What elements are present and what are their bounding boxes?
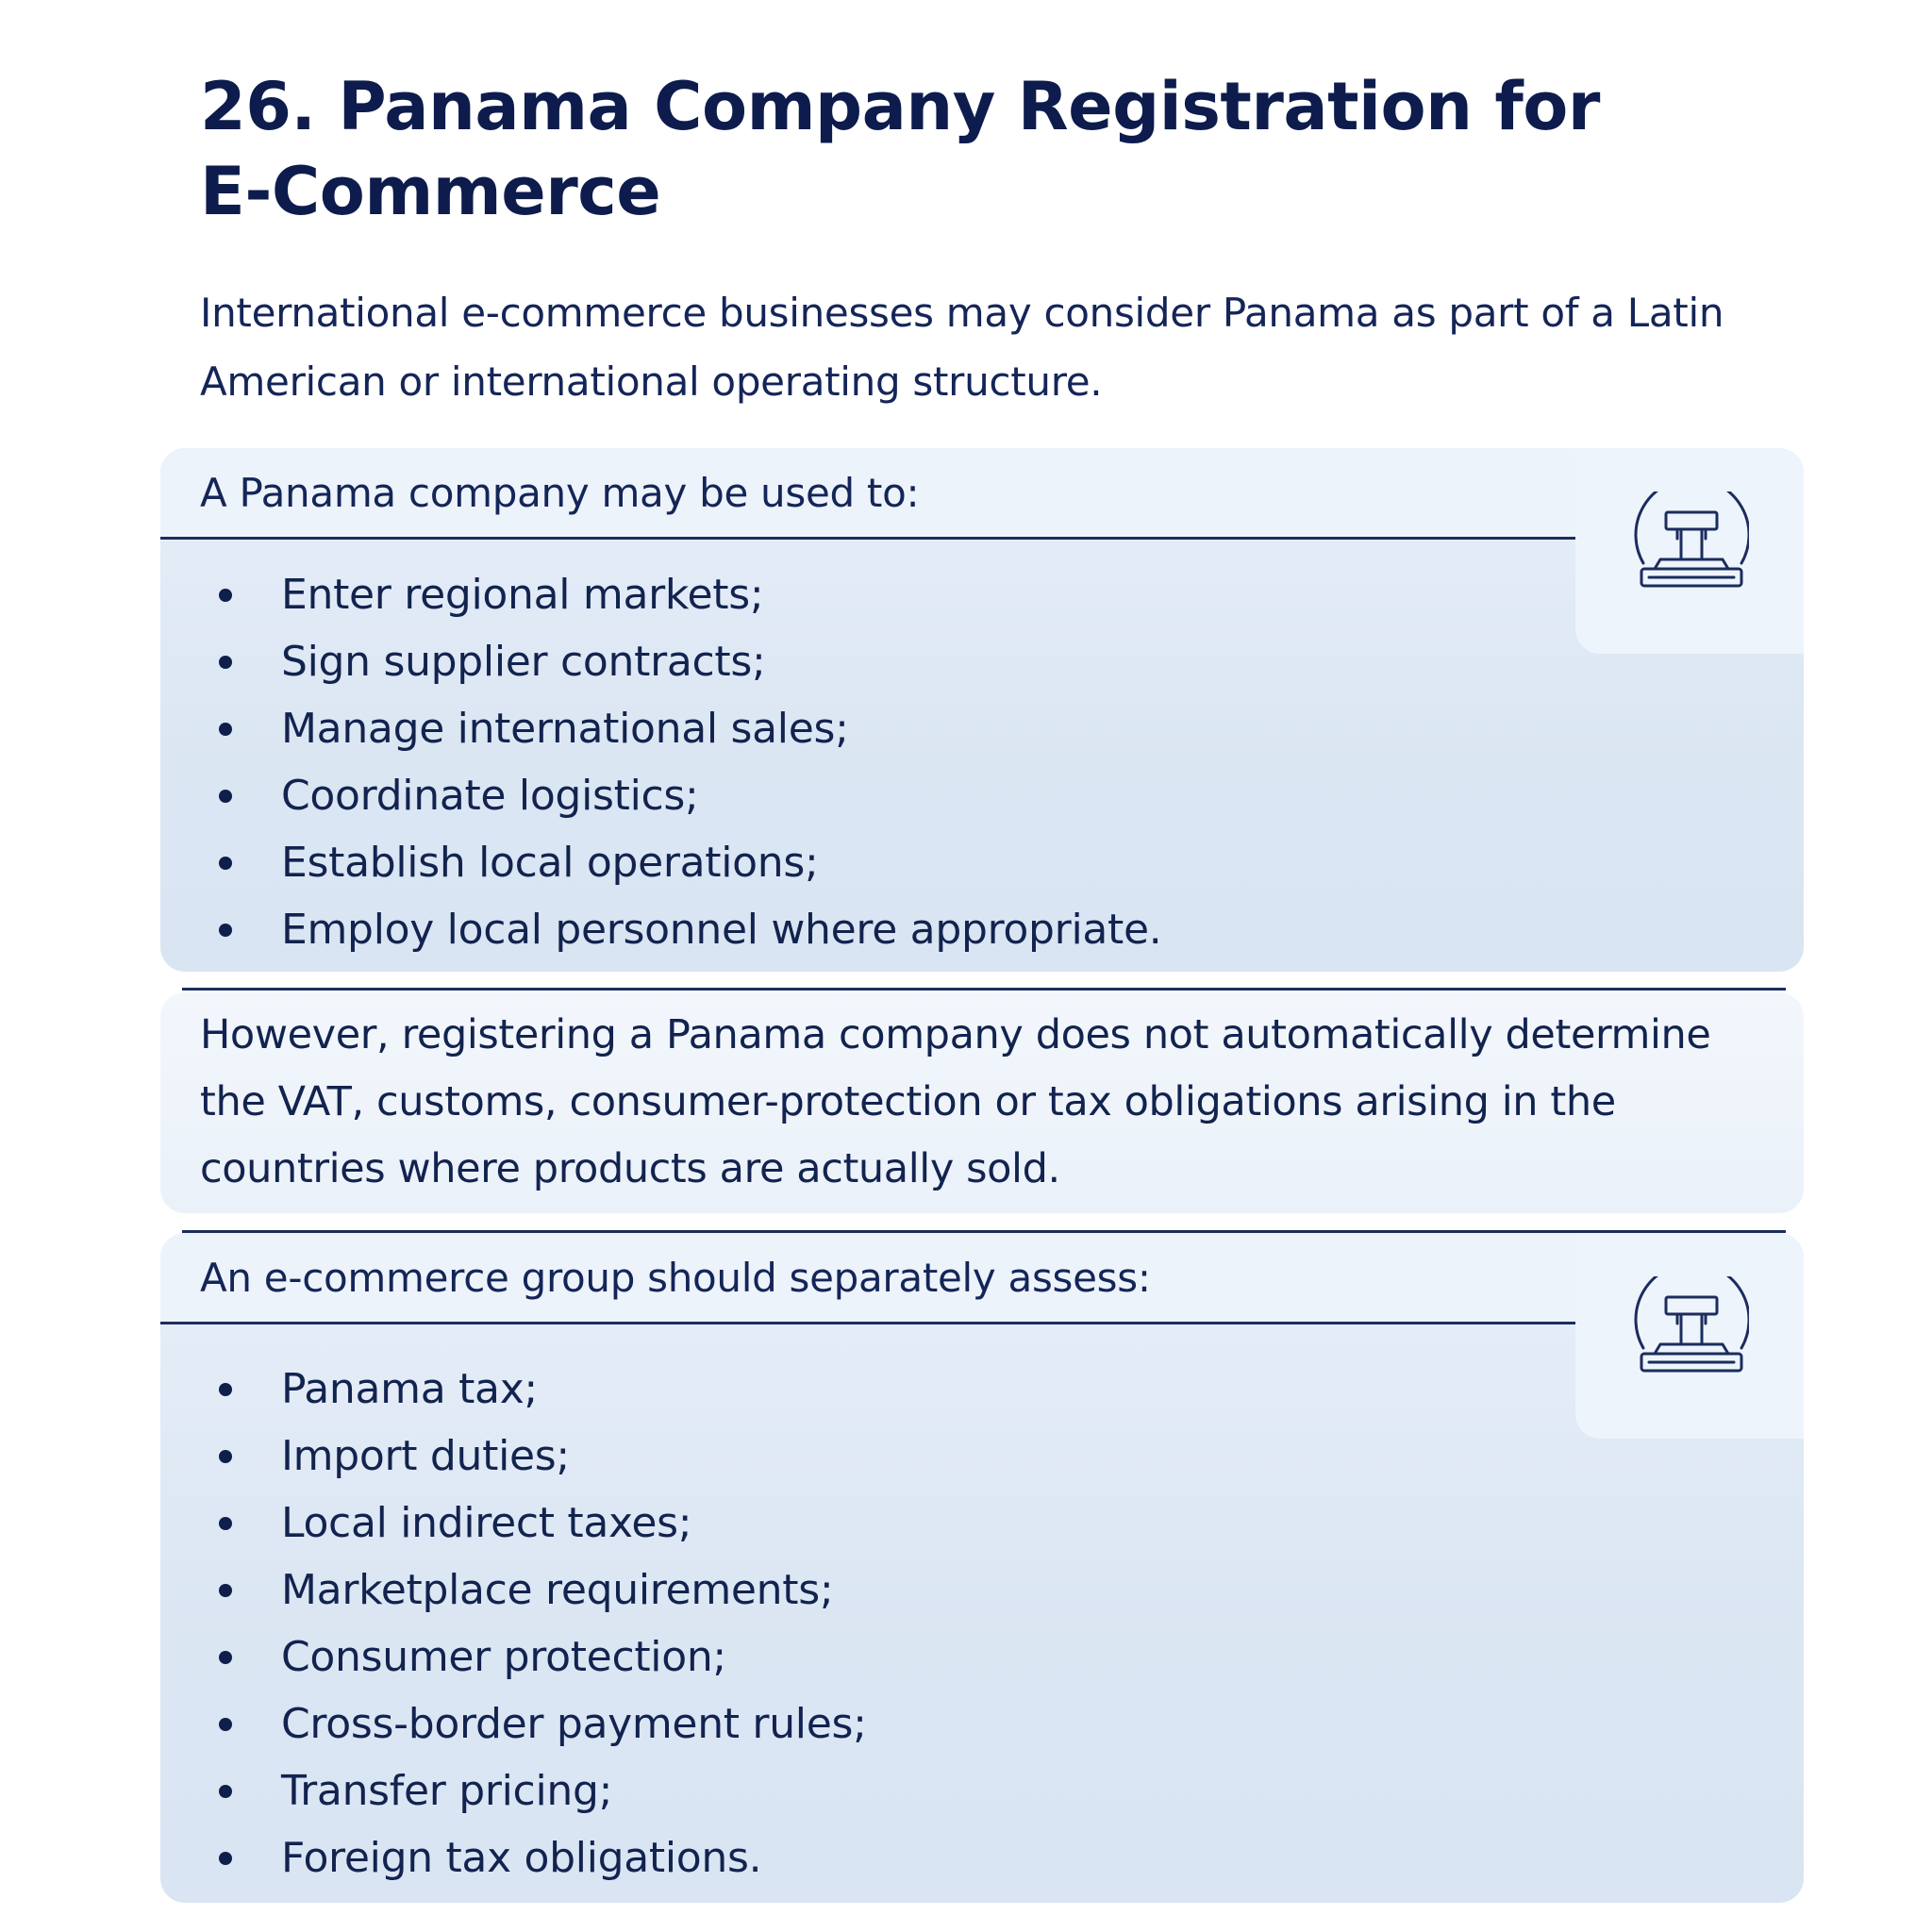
bullet-dot: [219, 857, 232, 870]
uses-card-heading: A Panama company may be used to:: [200, 470, 920, 516]
list-item-text: Local indirect taxes;: [281, 1499, 692, 1547]
bullet-dot: [219, 1383, 232, 1396]
assess-card-heading: An e-commerce group should separately assess:: [200, 1255, 1151, 1301]
uses-card: [160, 448, 1804, 972]
bullet-dot: [219, 1584, 232, 1597]
list-item-text: Sign supplier contracts;: [281, 638, 766, 686]
page-title: 26. Panama Company Registration for E-Commerce: [200, 68, 1600, 230]
list-item-text: Enter regional markets;: [281, 571, 764, 619]
bullet-dot: [219, 1718, 232, 1731]
bullet-dot: [219, 1450, 232, 1463]
assess-card-header-rule: [160, 1322, 1575, 1324]
assess-card: [160, 1233, 1804, 1903]
bullet-dot: [219, 589, 232, 602]
assess-card-icon-box: [1575, 1233, 1804, 1439]
list-item-text: Panama tax;: [281, 1365, 538, 1413]
list-item-text: Cross-border payment rules;: [281, 1700, 867, 1748]
stamp-icon: [1632, 1276, 1749, 1393]
list-item-text: Transfer pricing;: [281, 1767, 613, 1815]
bullet-dot: [219, 723, 232, 736]
bullet-dot: [219, 1517, 232, 1530]
list-item-text: Import duties;: [281, 1432, 570, 1480]
note-text: However, registering a Panama company does not automatically determine the VAT, customs, consumer-protection or tax obligations arising in the countries where products are actually sold.: [200, 1011, 1711, 1192]
bullet-dot: [219, 1651, 232, 1664]
intro-paragraph: International e-commerce businesses may consider Panama as part of a Latin American or international operating structure.: [200, 290, 1724, 405]
list-item-text: Coordinate logistics;: [281, 772, 699, 820]
bullet-dot: [219, 790, 232, 803]
bullet-dot: [219, 1785, 232, 1798]
uses-card-header-rule: [160, 537, 1575, 540]
stamp-icon: [1632, 491, 1749, 608]
list-item-text: Establish local operations;: [281, 839, 819, 887]
bullet-dot: [219, 924, 232, 937]
assess-card-header: [160, 1233, 1575, 1324]
section-divider: [182, 988, 1786, 991]
list-item-text: Employ local personnel where appropriate.: [281, 906, 1162, 954]
bullet-dot: [219, 1852, 232, 1865]
list-item-text: Marketplace requirements;: [281, 1566, 834, 1614]
note-box: [160, 992, 1804, 1213]
list-item-text: Manage international sales;: [281, 705, 849, 753]
list-item-text: Foreign tax obligations.: [281, 1834, 762, 1882]
uses-card-header: [160, 448, 1575, 539]
bullet-dot: [219, 656, 232, 669]
uses-card-icon-box: [1575, 448, 1804, 654]
list-item-text: Consumer protection;: [281, 1633, 726, 1681]
